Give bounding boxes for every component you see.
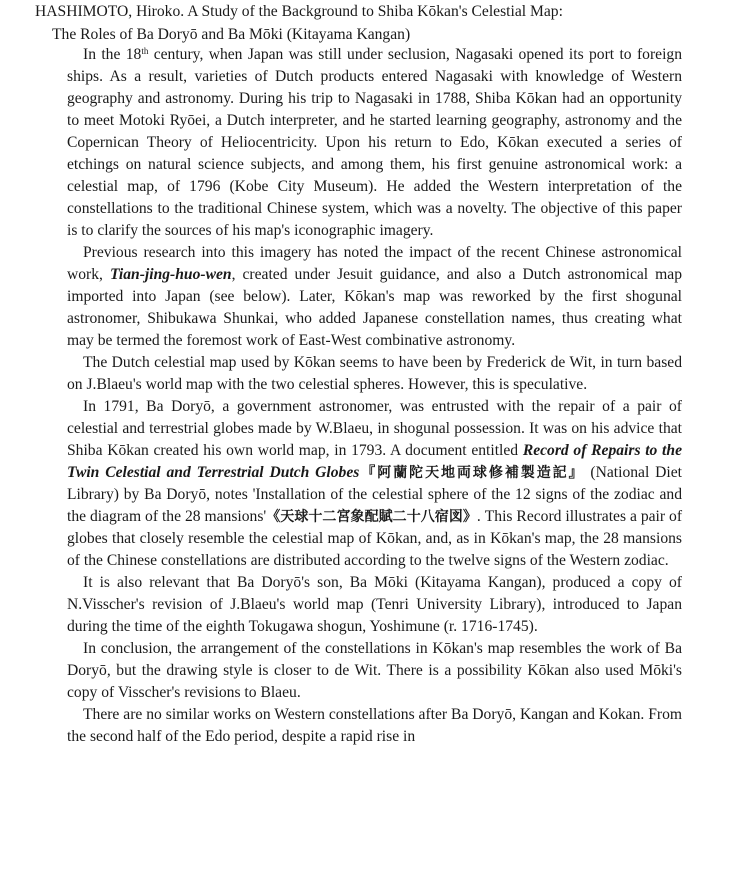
japanese-title-installation: 《天球十二宮象配賦二十八宿図》 [266, 509, 477, 525]
paragraph-4 [67, 396, 682, 572]
paragraph-1-text-b: century, when Japan was still under seclusion, Nagasaki opened its port to foreign ships. As a result, varieties of Dutch products entered Nagasaki with knowledge of Western geography and astronomy. During his trip to Nagasaki in 1788, Shiba Kōkan had an opportunity to meet Motoki Ryōei, a Dutch interpreter, and he started learning geography, astronomy and the Copernican Theory of Heliocentricity. Upon his return to Edo, Kōkan executed a series of etchings on natural science subjects, and among them, his first genuine astronomical work: a celestial map, of 1796 (Kobe City Museum). He added the Western interpretation of the constellations to the traditional Chinese system, which was a novelty. The objective of this paper is to clarify the sources of his map's iconographic imagery. [67, 46, 682, 239]
paragraph-2-text-a: Previous research into this imagery has noted the impact of the recent Chinese astronomical work, [67, 244, 682, 283]
paragraph-2-text-b: , created under Jesuit guidance, and also a Dutch astronomical map imported into Japan (see below). Later, Kōkan's map was reworked by the first shogunal astronomer, Shibukawa Shunkai, who added Japanese constellation names, thus creating what may be termed the foremost work of East-West combinative astronomy. [67, 266, 682, 349]
japanese-title-record: 『阿蘭陀天地両球修補製造記』 [359, 465, 585, 481]
paragraph-7: There are no similar works on Western constellations after Ba Doryō, Kangan and Kokan. From the second half of the Edo period, despite a rapid rise in [67, 706, 682, 745]
paragraph-4-text-b: (National Diet Library) by Ba Doryō, notes 'Installation of the celestial sphere of the 12 signs of the zodiac and the diagram of the 28 mansions' [67, 464, 683, 525]
title-line-2: The Roles of Ba Doryō and Ba Mōki (Kitayama Kangan) [52, 26, 411, 43]
document-title-record-of-repairs: Record of Repairs to the Twin Celestial and Terrestrial Dutch Globes [67, 442, 682, 481]
book-title-tian-jing-huo-wen: Tian-jing-huo-wen [109, 266, 232, 283]
abstract-body [67, 44, 682, 748]
ordinal-superscript: th [141, 46, 149, 56]
paragraph-4-text-c: . This Record illustrates a pair of globes that closely resemble the celestial map of Kōkan, and, as in Kōkan's map, the 28 mansions of the Chinese constellations are distributed according to the twelve signs of the Western zodiac. [67, 508, 683, 569]
paragraph-5: It is also relevant that Ba Doryō's son, Ba Mōki (Kitayama Kangan), produced a copy of N.Visscher's revision of J.Blaeu's world map (Tenri University Library), introduced to Japan during the time of the eighth Tokugawa shogun, Yoshimune (r. 1716-1745). [67, 574, 682, 635]
article-title [35, 0, 725, 46]
paragraph-1 [67, 44, 682, 242]
paragraph-1-text-a: In the 18 [83, 46, 142, 63]
paragraph-3: The Dutch celestial map used by Kōkan seems to have been by Frederick de Wit, in turn based on J.Blaeu's world map with the two celestial spheres. However, this is speculative. [67, 354, 682, 393]
paragraph-4-text-a: In 1791, Ba Doryō, a government astronomer, was entrusted with the repair of a pair of celestial and terrestrial globes made by W.Blaeu, in shogunal possession. It was on his advice that Shiba Kōkan created his own world map, in 1793. A document entitled [67, 398, 682, 459]
paragraph-6: In conclusion, the arrangement of the constellations in Kōkan's map resembles the work of Ba Doryō, but the drawing style is closer to de Wit. There is a possibility Kōkan also used Mōki's copy of Visscher's revisions to Blaeu. [67, 640, 682, 701]
paragraph-2 [67, 242, 682, 352]
title-line-1: HASHIMOTO, Hiroko. A Study of the Background to Shiba Kōkan's Celestial Map: [35, 3, 563, 20]
